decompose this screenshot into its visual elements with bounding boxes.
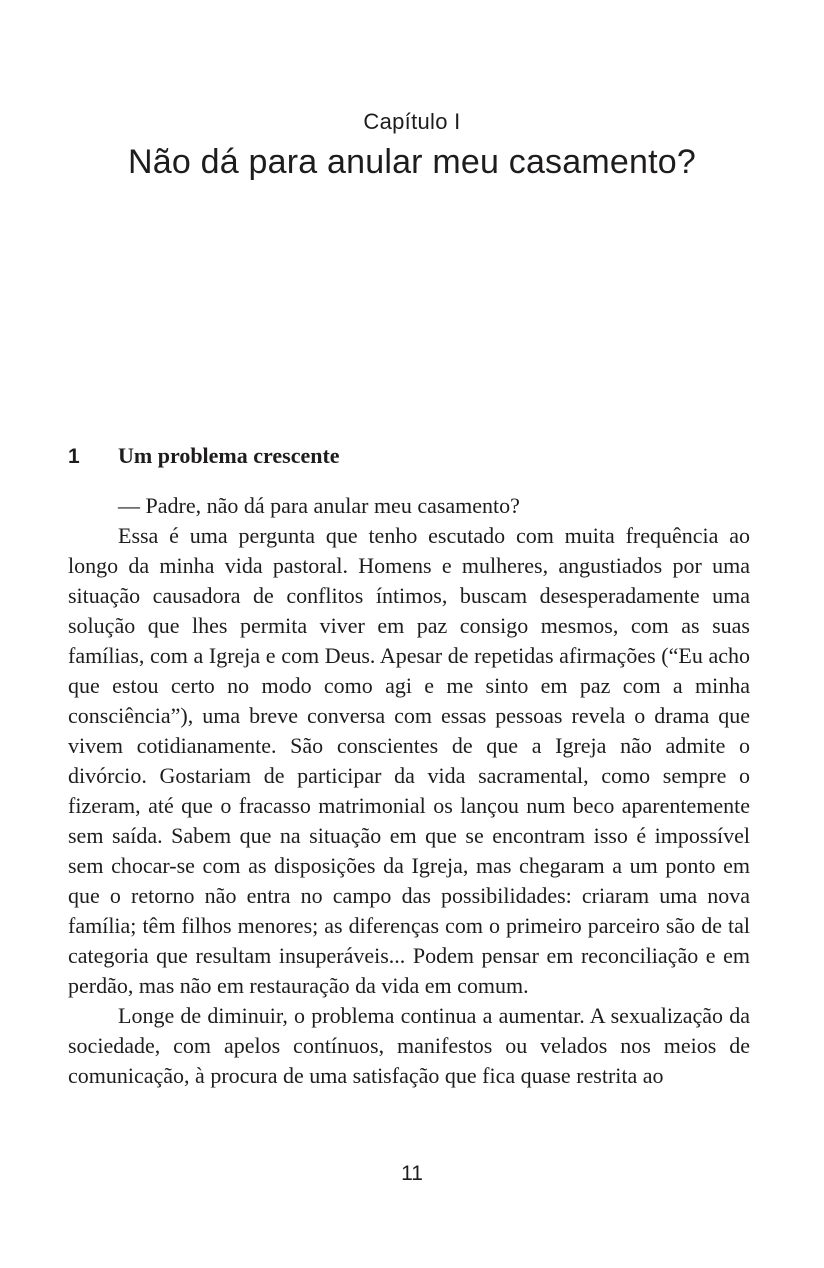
paragraph-body-1: Essa é uma pergunta que tenho escutado com muita frequência ao longo da minha vida pastoral. Homens e mulheres, angustiados por uma situação causadora de conflitos íntimos, buscam desesperadamente uma solução que lhes permita viver em paz consigo mesmos, com as suas famílias, com a Igreja e com Deus. Apesar de repetidas afirmações (“Eu acho que estou certo no modo como agi e me sinto em paz com a minha consciência”), uma breve conversa com essas pessoas revela o drama que vivem cotidianamente. São conscientes de que a Igreja não admite o divórcio. Gostariam de participar da vida sacramental, como sempre o fizeram, até que o fracasso matrimonial os lançou num beco aparentemente sem saída. Sabem que na situação em que se encontram isso é impossível sem chocar-se com as disposições da Igreja, mas chegaram a um ponto em que o retorno não entra no campo das possibilidades: criaram uma nova família; têm filhos menores; as diferenças com o primeiro parceiro são de tal categoria que resultam insuperáveis... Podem pensar em reconciliação e em perdão, mas não em restauração da vida em comum. [68,523,750,998]
chapter-title: Não dá para anular meu casamento? [128,143,696,181]
paragraph-dialogue: — Padre, não dá para anular meu casamento? [118,493,520,518]
section-number: 1 [68,445,80,468]
section-heading [68,443,750,469]
page-number: 11 [401,1162,423,1185]
body-text [68,491,750,1091]
chapter-number-label: Capítulo I [363,109,461,134]
section-title: Um problema crescente [118,443,340,468]
paragraph-body-2: Longe de diminuir, o problema continua a aumentar. A sexualização da sociedade, com apelos contínuos, manifestos ou velados nos meios de comunicação, à procura de uma satisfação que fica quase restrita ao [68,1003,750,1088]
